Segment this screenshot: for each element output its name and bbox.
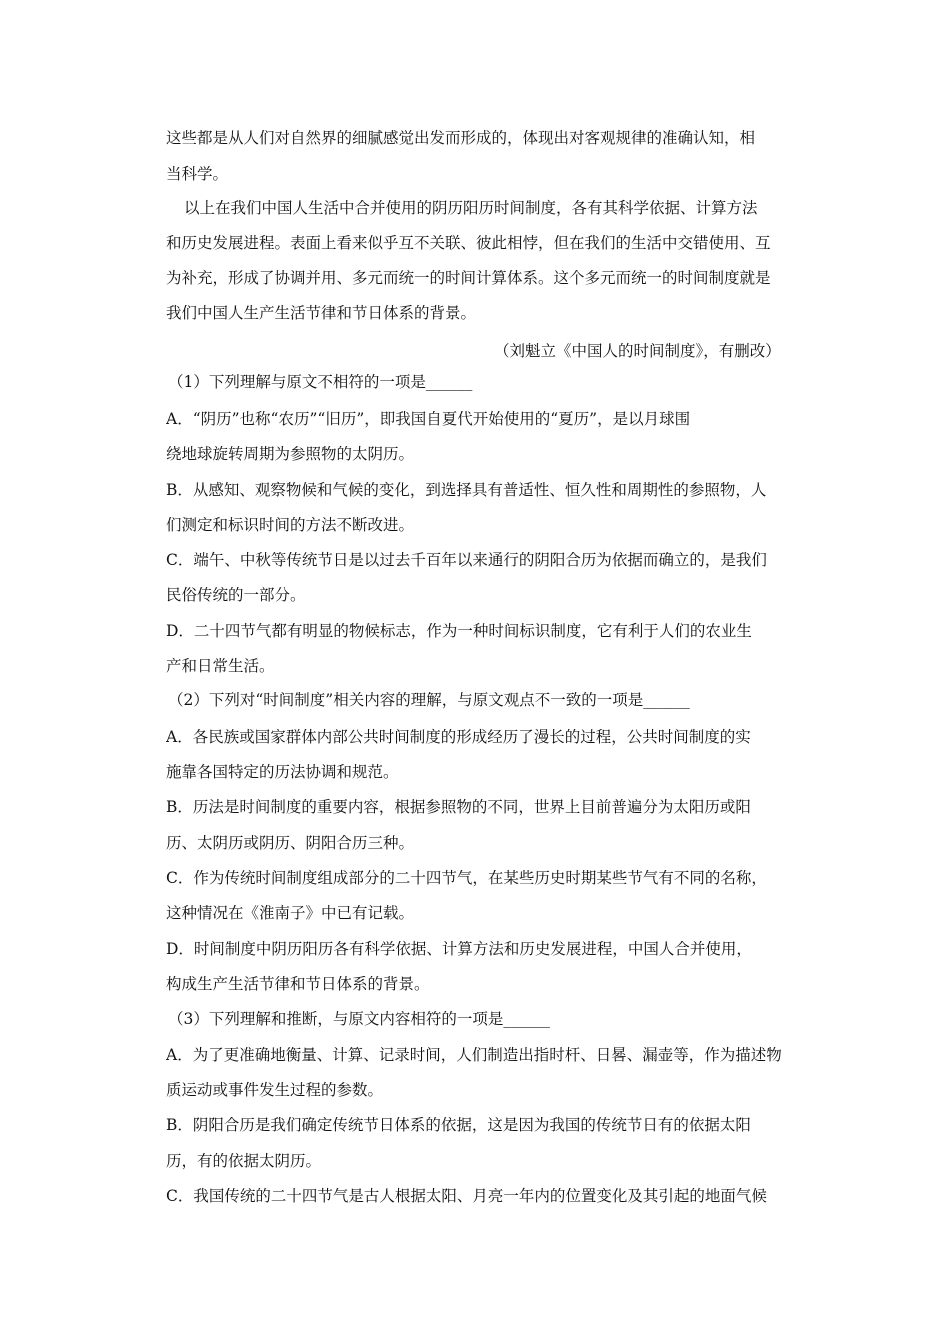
q1-option-a: A．“阴历”也称“农历”“旧历”，即我国自夏代开始使用的“夏历”，是以月球围 xyxy=(166,410,691,428)
q2-option-c: C．作为传统时间制度组成部分的二十四节气，在某些历史时期某些节气有不同的名称， xyxy=(166,869,767,887)
passage-source: （刘魁立《中国人的时间制度》，有删改） xyxy=(494,342,781,360)
question-3-stem: （3）下列理解和推断，与原文内容相符的一项是______ xyxy=(168,1010,550,1028)
q1-option-c: C．端午、中秋等传统节日是以过去千百年以来通行的阴阳合历为依据而确立的，是我们 xyxy=(166,551,767,569)
passage-line: 为补充，形成了协调并用、多元而统一的时间计算体系。这个多元而统一的时间制度就是 xyxy=(166,269,771,287)
q2-option-b-cont: 历、太阴历或阴历、阴阳合历三种。 xyxy=(166,834,415,852)
q3-option-a-cont: 质运动或事件发生过程的参数。 xyxy=(166,1081,384,1099)
q2-option-d: D．时间制度中阴历阳历各有科学依据、计算方法和历史发展进程，中国人合并使用， xyxy=(166,940,752,958)
q1-option-b-cont: 们测定和标识时间的方法不断改进。 xyxy=(166,516,415,534)
passage-line: 和历史发展进程。表面上看来似乎互不关联、彼此相悖，但在我们的生活中交错使用、互 xyxy=(166,234,771,252)
question-2-stem: （2）下列对“时间制度”相关内容的理解，与原文观点不一致的一项是______ xyxy=(168,691,690,709)
passage-line: 这些都是从人们对自然界的细腻感觉出发而形成的，体现出对客观规律的准确认知，相 xyxy=(166,129,756,147)
passage-line: 当科学。 xyxy=(166,165,229,183)
passage-line: 我们中国人生产生活节律和节日体系的背景。 xyxy=(166,304,477,322)
q1-option-c-cont: 民俗传统的一部分。 xyxy=(166,586,306,604)
q1-option-d-cont: 产和日常生活。 xyxy=(166,657,275,675)
q3-option-c: C．我国传统的二十四节气是古人根据太阳、月亮一年内的位置变化及其引起的地面气候 xyxy=(166,1187,767,1205)
q2-option-d-cont: 构成生产生活节律和节日体系的背景。 xyxy=(166,975,430,993)
q3-option-a: A．为了更准确地衡量、计算、记录时间，人们制造出指时杆、日晷、漏壶等，作为描述物 xyxy=(166,1046,782,1064)
q3-option-b-cont: 历，有的依据太阴历。 xyxy=(166,1152,322,1170)
q2-option-b: B．历法是时间制度的重要内容，根据参照物的不同，世界上目前普遍分为太阳历或阳 xyxy=(166,798,751,816)
q1-option-a-cont: 绕地球旋转周期为参照物的太阴历。 xyxy=(166,445,415,463)
q2-option-a: A．各民族或国家群体内部公共时间制度的形成经历了漫长的过程，公共时间制度的实 xyxy=(166,728,751,746)
q2-option-c-cont: 这种情况在《淮南子》中已有记载。 xyxy=(166,904,415,922)
q2-option-a-cont: 施靠各国特定的历法协调和规范。 xyxy=(166,763,399,781)
q1-option-d: D．二十四节气都有明显的物候标志，作为一种时间标识制度，它有利于人们的农业生 xyxy=(166,622,752,640)
passage-paragraph-start: 以上在我们中国人生活中合并使用的阴历阳历时间制度，各有其科学依据、计算方法 xyxy=(184,199,758,217)
q1-option-b: B．从感知、观察物候和气候的变化，到选择具有普适性、恒久性和周期性的参照物，人 xyxy=(166,481,767,499)
question-1-stem: （1）下列理解与原文不相符的一项是______ xyxy=(168,373,473,391)
q3-option-b: B．阴阳合历是我们确定传统节日体系的依据，这是因为我国的传统节日有的依据太阳 xyxy=(166,1116,751,1134)
